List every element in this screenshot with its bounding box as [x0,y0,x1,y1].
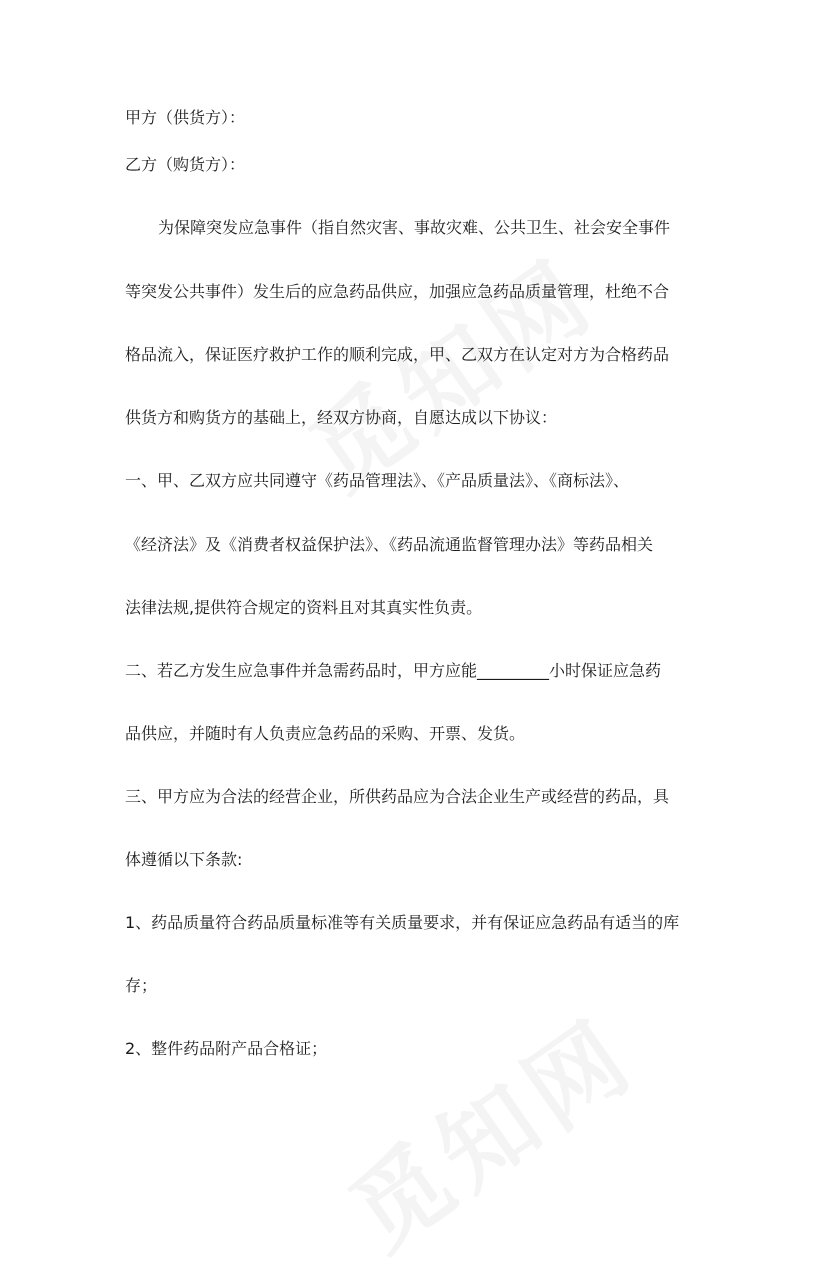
subclause-1-line: 1、药品质量符合药品质量标准等有关质量要求，并有保证应急药品有适当的库 [125,913,680,932]
party-a-label: 甲方（供货方）： [125,108,246,127]
preamble-line: 格品流入，保证医疗救护工作的顺利完成，甲、乙双方在认定对方为合格药品 [125,345,670,364]
clause-1-line: 法律法规,提供符合规定的资料且对其真实性负责。 [125,598,483,617]
subclause-1-line: 存； [125,976,158,995]
clause-1-line: 一、甲、乙双方应共同遵守《药品管理法》、《产品质量法》、《商标法》、 [125,471,630,490]
preamble-line: 为保障突发应急事件（指自然灾害、事故灾难、公共卫生、社会安全事件 [158,218,671,237]
clause-3-line: 体遵循以下条款: [125,850,243,869]
subclause-2-line: 2、整件药品附产品合格证； [125,1039,328,1058]
clause-2-line: 品供应，并随时有人负责应急药品的采购、开票、发货。 [125,724,526,743]
clause-1-line: 《经济法》及《消费者权益保护法》、《药品流通监督管理办法》等药品相关 [125,535,654,554]
preamble-line: 等突发公共事件）发生后的应急药品供应，加强应急药品质量管理，杜绝不合 [125,282,670,301]
clause-2-line: 二、若乙方发生应急事件并急需药品时，甲方应能_________小时保证应急药 [125,661,662,680]
watermark [319,981,658,1276]
preamble-line: 供货方和购货方的基础上，经双方协商，自愿达成以下协议： [125,408,558,427]
party-b-label: 乙方（购货方）： [125,155,246,174]
clause-3-line: 三、甲方应为合法的经营企业，所供药品应为合法企业生产或经营的药品，具 [125,787,670,806]
